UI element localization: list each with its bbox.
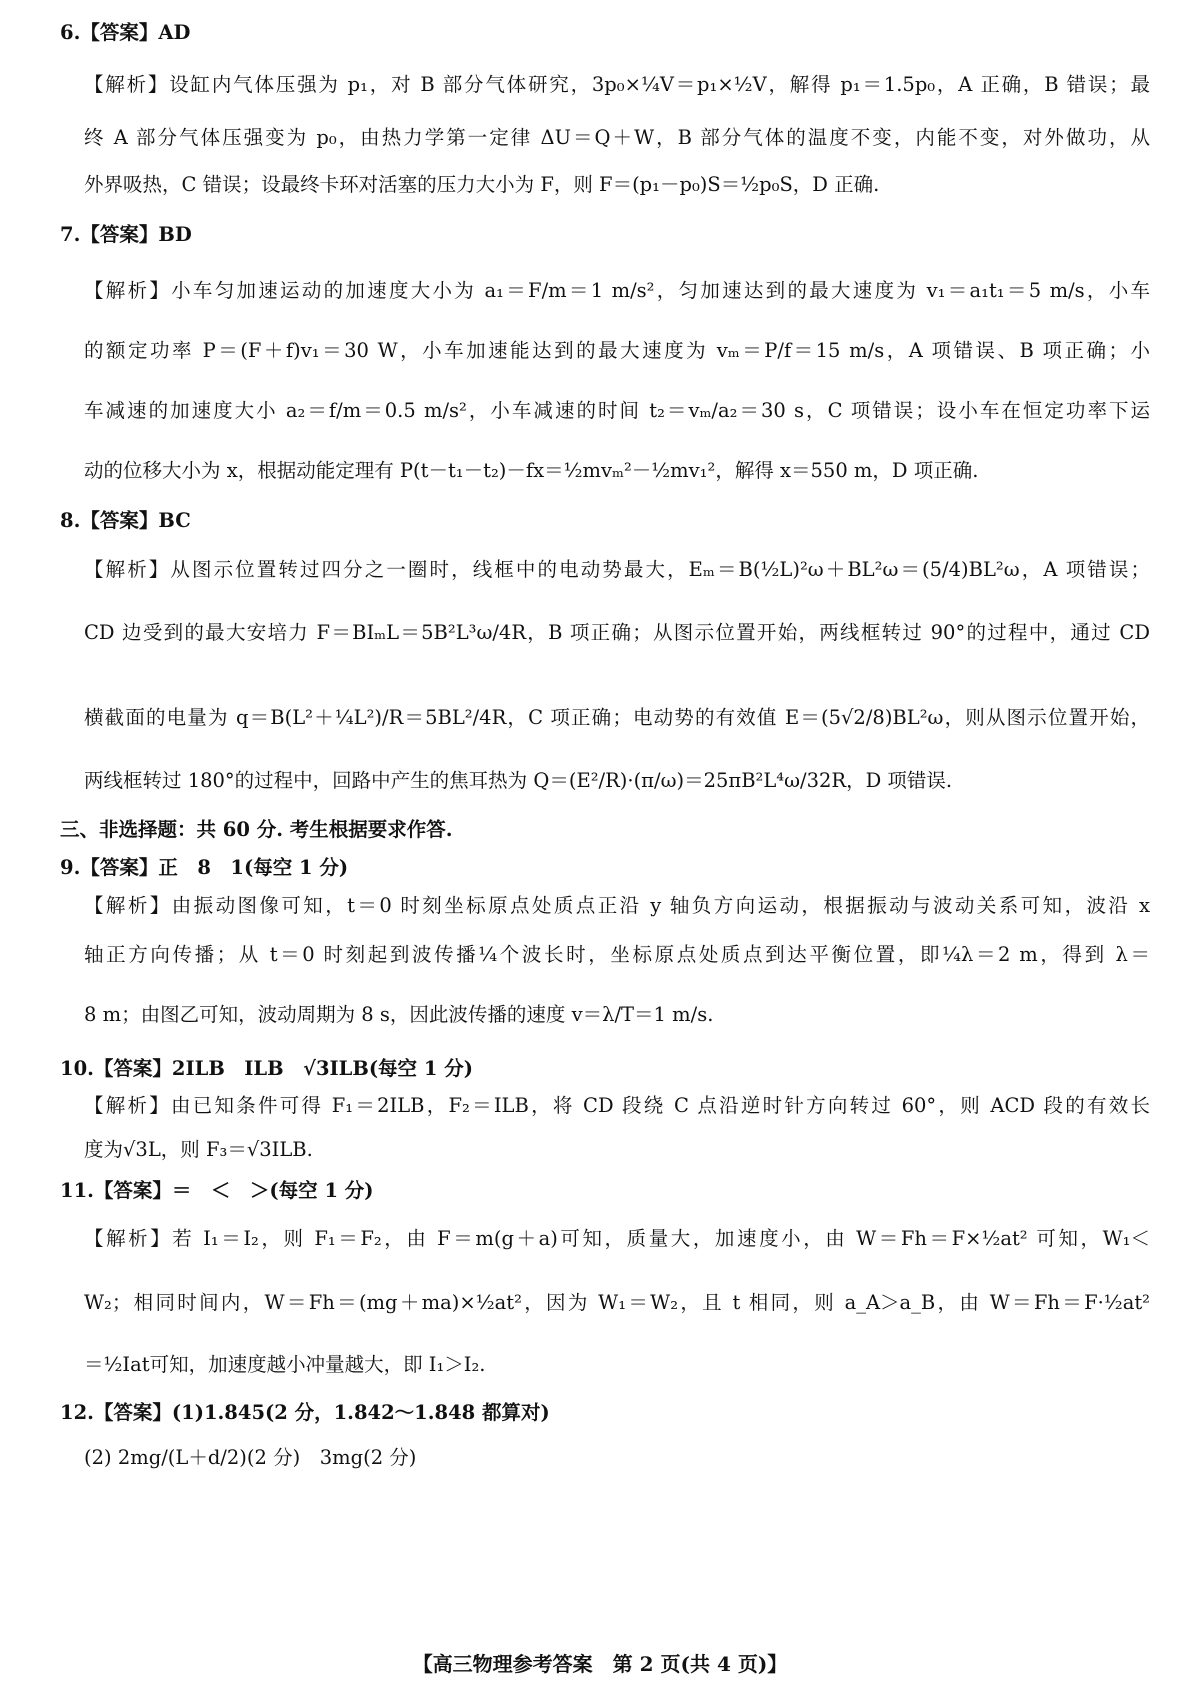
page-footer: 【高三物理参考答案 第 2 页(共 4 页)】: [412, 1652, 788, 1676]
q10-answer: 10.【答案】2ILB ILB √3ILB(每空 1 分): [60, 1057, 473, 1080]
q7-line-3: 车减速的加速度大小 a₂＝f/m＝0.5 m/s²，小车减速的时间 t₂＝vₘ/a₂＝30 s，C 项错误；设小车在恒定功率下运: [84, 399, 1150, 422]
q10-line-2: 度为√3L，则 F₃＝√3ILB.: [84, 1138, 313, 1161]
q8-line-3: 横截面的电量为 q＝B(L²＋¼L²)/R＝5BL²/4R，C 项正确；电动势的有效值 E＝(5√2/8)BL²ω，则从图示位置开始，: [84, 706, 1150, 729]
q8-line-1: 【解析】从图示位置转过四分之一圈时，线框中的电动势最大，Eₘ＝B(½L)²ω＋BL²ω＝(5/4)BL²ω，A 项错误；: [84, 558, 1150, 581]
q11-line-2: W₂；相同时间内，W＝Fh＝(mg＋ma)×½at²，因为 W₁＝W₂，且 t 相同，则 a_A＞a_B，由 W＝Fh＝F·½at²: [84, 1291, 1150, 1314]
q9-line-1: 【解析】由振动图像可知，t＝0 时刻坐标原点处质点正沿 y 轴负方向运动，根据振动与波动关系可知，波沿 x: [84, 894, 1150, 917]
q7-line-2: 的额定功率 P＝(F＋f)v₁＝30 W，小车加速能达到的最大速度为 vₘ＝P/f＝15 m/s，A 项错误、B 项正确；小: [84, 339, 1150, 362]
q7-line-1: 【解析】小车匀加速运动的加速度大小为 a₁＝F/m＝1 m/s²，匀加速达到的最大速度为 v₁＝a₁t₁＝5 m/s，小车: [84, 279, 1150, 302]
q12-answer: 12.【答案】(1)1.845(2 分，1.842～1.848 都算对): [60, 1401, 550, 1424]
q11-line-1: 【解析】若 I₁＝I₂，则 F₁＝F₂，由 F＝m(g＋a)可知，质量大，加速度小，由 W＝Fh＝F×½at² 可知，W₁＜: [84, 1227, 1150, 1250]
q7-line-4: 动的位移大小为 x，根据动能定理有 P(t－t₁－t₂)－fx＝½mvₘ²－½mv₁²，解得 x＝550 m，D 项正确.: [84, 459, 979, 482]
q11-line-3: ＝½Iat可知，加速度越小冲量越大，即 I₁＞I₂.: [84, 1353, 486, 1376]
section-3-heading: 三、非选择题：共 60 分. 考生根据要求作答.: [60, 818, 453, 841]
q8-line-4: 两线框转过 180°的过程中，回路中产生的焦耳热为 Q＝(E²/R)·(π/ω)＝25πB²L⁴ω/32R，D 项错误.: [84, 769, 953, 792]
q9-line-3: 8 m；由图乙可知，波动周期为 8 s，因此波传播的速度 v＝λ/T＝1 m/s.: [84, 1003, 714, 1026]
q11-answer: 11.【答案】＝ ＜ ＞(每空 1 分): [60, 1179, 374, 1202]
q9-line-2: 轴正方向传播；从 t＝0 时刻起到波传播¼个波长时，坐标原点处质点到达平衡位置，即¼λ＝2 m，得到 λ＝: [84, 943, 1150, 966]
q9-answer: 9.【答案】正 8 1(每空 1 分): [60, 856, 349, 879]
q12-line-1: (2) 2mg/(L＋d/2)(2 分) 3mg(2 分): [84, 1446, 417, 1469]
q8-answer: 8.【答案】BC: [60, 509, 191, 532]
q10-line-1: 【解析】由已知条件可得 F₁＝2ILB，F₂＝ILB，将 CD 段绕 C 点沿逆时针方向转过 60°，则 ACD 段的有效长: [84, 1094, 1150, 1117]
q6-line-2: 终 A 部分气体压强变为 p₀，由热力学第一定律 ΔU＝Q＋W，B 部分气体的温度不变，内能不变，对外做功，从: [84, 126, 1150, 149]
q6-line-1: 【解析】设缸内气体压强为 p₁，对 B 部分气体研究，3p₀×¼V＝p₁×½V，解得 p₁＝1.5p₀，A 正确，B 错误；最: [84, 73, 1150, 96]
q6-answer: 6.【答案】AD: [60, 21, 191, 44]
q6-line-3: 外界吸热，C 错误；设最终卡环对活塞的压力大小为 F，则 F＝(p₁－p₀)S＝½p₀S，D 正确.: [84, 173, 880, 196]
q7-answer: 7.【答案】BD: [60, 223, 192, 246]
q8-line-2: CD 边受到的最大安培力 F＝BIₘL＝5B²L³ω/4R，B 项正确；从图示位置开始，两线框转过 90°的过程中，通过 CD: [84, 621, 1150, 644]
